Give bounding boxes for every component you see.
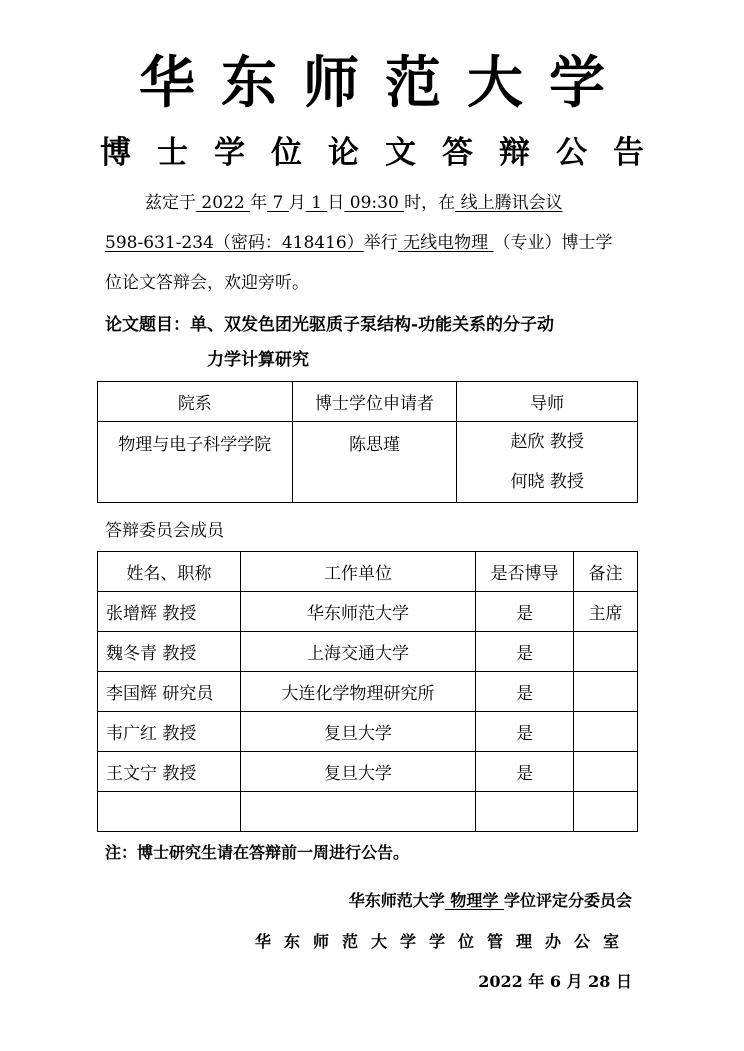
table-row: [98, 792, 638, 832]
member-name: 韦广红 教授: [98, 712, 241, 752]
advisor-2: 何晓 教授: [510, 472, 584, 492]
member-name: 李国辉 研究员: [98, 672, 241, 712]
member-note: [574, 792, 638, 832]
member-advisor: 是: [476, 752, 574, 792]
advisor-cell: [457, 422, 638, 503]
member-advisor: [476, 792, 574, 832]
member-advisor: 是: [476, 592, 574, 632]
member-unit: 大连化学物理研究所: [240, 672, 476, 712]
header-department: 院系: [98, 382, 293, 422]
year-unit: 年: [250, 193, 268, 213]
committee-prefix: 华东师范大学: [348, 891, 445, 910]
member-unit: [240, 792, 476, 832]
member-note: [574, 752, 638, 792]
member-note: [574, 672, 638, 712]
table-row: [98, 712, 638, 752]
member-unit: 上海交通大学: [240, 632, 476, 672]
member-name: 张增辉 教授: [98, 592, 241, 632]
month-unit: 月: [288, 193, 306, 213]
table-row: [98, 632, 638, 672]
header-advisor: 导师: [457, 382, 638, 422]
member-note: 主席: [574, 592, 638, 632]
announcement-line-1: [145, 183, 645, 223]
held-label: 举行: [363, 233, 398, 253]
thesis-label: 论文题目：: [105, 315, 190, 335]
notice-title: 博士学位论文答辩公告: [100, 135, 670, 171]
announcement-prefix: 兹定于: [145, 193, 196, 213]
announcement-closing: 位论文答辩会，欢迎旁听。: [105, 273, 309, 293]
member-advisor: 是: [476, 632, 574, 672]
committee-subject: 物理学: [450, 891, 499, 910]
month-value: 7: [272, 193, 284, 213]
member-name: [98, 792, 241, 832]
office-signature: 华东师范大学学位管理办公室: [254, 932, 632, 951]
major-suffix: （专业）博士学: [493, 233, 613, 253]
notice-date: 2022 年 6 月 28 日: [478, 972, 632, 991]
header-note: 备注: [574, 552, 638, 592]
table-row: [98, 752, 638, 792]
thesis-title-line2: 力学计算研究: [207, 350, 309, 370]
university-title: 华东师范大学: [139, 50, 631, 116]
department-cell: 物理与电子科学学院: [98, 422, 293, 503]
year-value: 2022: [201, 193, 245, 213]
info-table: [97, 381, 638, 503]
table-row: [98, 672, 638, 712]
member-advisor: 是: [476, 712, 574, 752]
table-row: [98, 592, 638, 632]
committee-header-row: [98, 552, 638, 592]
venue-line1: 线上腾讯会议: [460, 193, 563, 213]
committee-table: [97, 551, 638, 832]
member-unit: 复旦大学: [240, 752, 476, 792]
member-unit: 复旦大学: [240, 712, 476, 752]
advisor-1: 赵欣 教授: [510, 432, 584, 452]
announcement-line-2: [105, 223, 645, 263]
major-value: 无线电物理: [403, 233, 489, 253]
committee-label: 答辩委员会成员: [105, 521, 224, 541]
day-value: 1: [311, 193, 322, 213]
header-name: 姓名、职称: [98, 552, 241, 592]
header-is-advisor: 是否博导: [476, 552, 574, 592]
header-unit: 工作单位: [240, 552, 476, 592]
day-unit: 日: [327, 193, 345, 213]
time-suffix: 时，在: [404, 193, 456, 213]
member-note: [574, 712, 638, 752]
thesis-title-line1: [105, 309, 554, 341]
applicant-cell: 陈思瑾: [292, 422, 457, 503]
venue-line2: 598-631-234（密码：418416）: [105, 233, 364, 253]
committee-suffix: 学位评定分委员会: [503, 891, 632, 910]
member-name: 王文宁 教授: [98, 752, 241, 792]
member-unit: 华东师范大学: [240, 592, 476, 632]
thesis-title-text: 单、双发色团光驱质子泵结构-功能关系的分子动: [190, 315, 555, 335]
footnote: 注：博士研究生请在答辩前一周进行公告。: [105, 843, 410, 862]
member-advisor: 是: [476, 672, 574, 712]
committee-signature: [349, 889, 632, 913]
header-applicant: 博士学位申请者: [292, 382, 457, 422]
member-name: 魏冬青 教授: [98, 632, 241, 672]
time-value: 09:30: [349, 193, 399, 213]
member-note: [574, 632, 638, 672]
